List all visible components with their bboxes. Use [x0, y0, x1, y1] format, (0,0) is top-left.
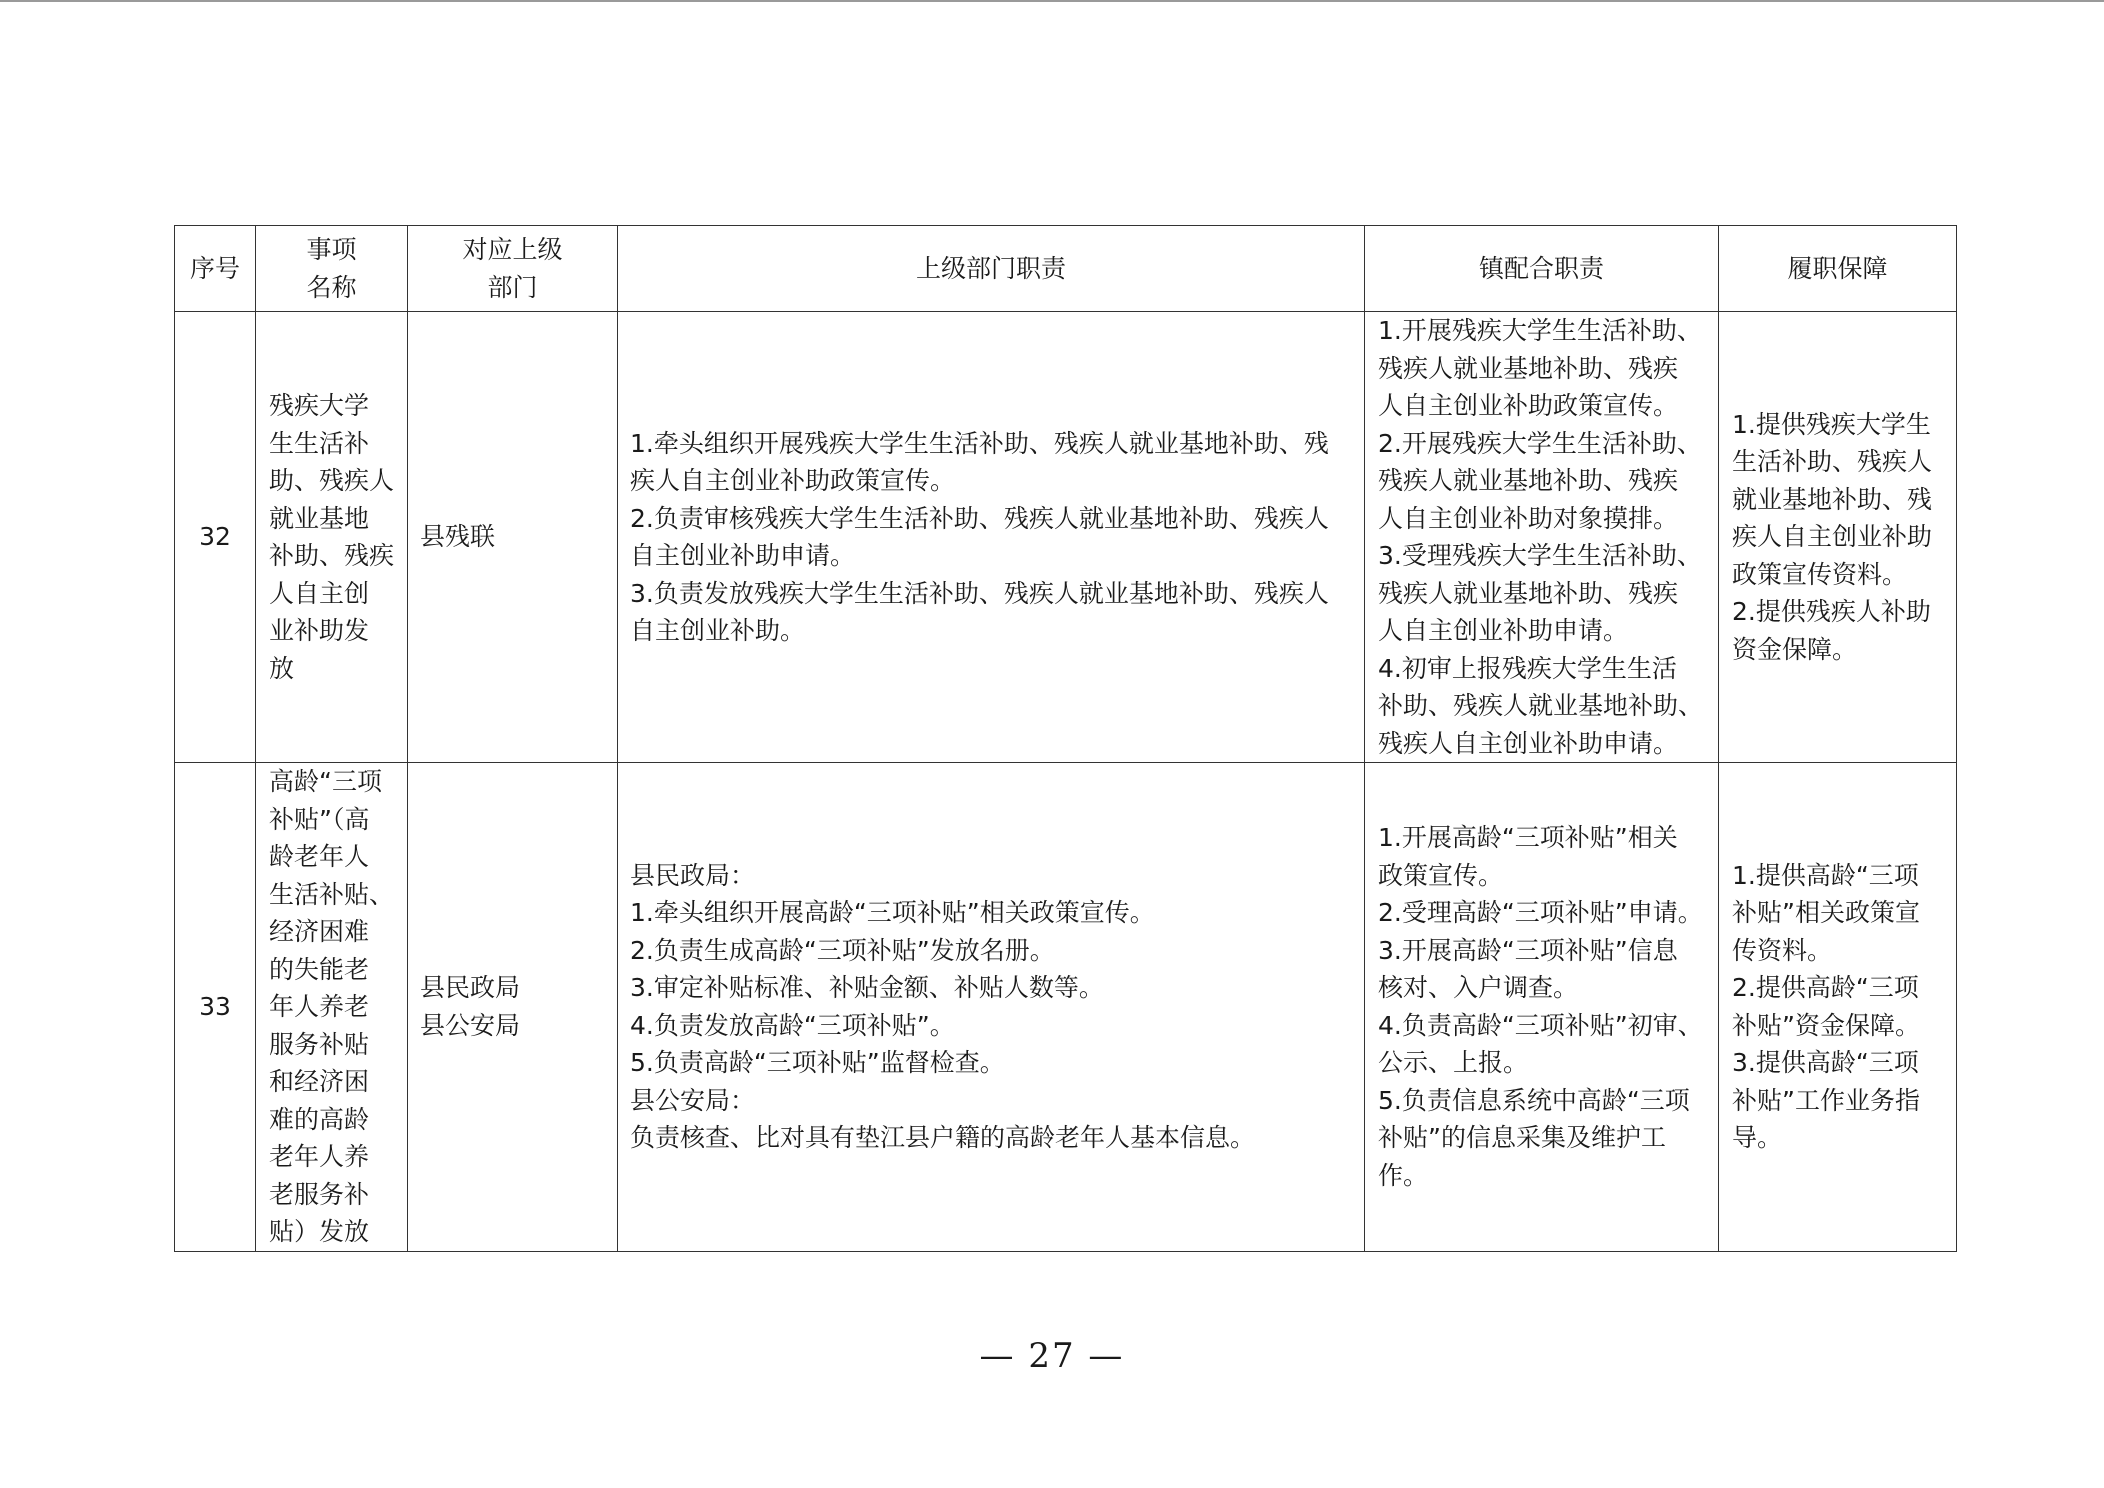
cell-line: 3.开展高龄“三项补贴”信息 [1378, 935, 1678, 965]
guarantee-cell [1719, 763, 1957, 1252]
cell-line: 1.提供高龄“三项 [1732, 860, 1919, 890]
guarantee-cell [1719, 312, 1957, 763]
cell-line: 补贴”（高 [269, 804, 370, 834]
cell-line: 补贴”相关政策宣 [1732, 898, 1920, 928]
cell-line: 4.负责高龄“三项补贴”初审、 [1378, 1010, 1703, 1040]
cell-line: 人自主创业补助政策宣传。 [1378, 391, 1679, 420]
cell-line: 3.审定补贴标准、补贴金额、补贴人数等。 [630, 973, 1104, 1003]
cell-line: 疾人自主创业补助 [1732, 522, 1933, 552]
cell-line: 服务补贴 [269, 1029, 370, 1059]
cell-line: 1.开展高龄“三项补贴”相关 [1378, 823, 1678, 853]
cell-line: 难的高龄 [269, 1104, 370, 1134]
superior-duties-cell [618, 312, 1365, 763]
row-number: 32 [175, 312, 256, 763]
cell-line: 年人养老 [269, 992, 370, 1021]
table-row [175, 312, 1957, 763]
cell-line: 3.提供高龄“三项 [1732, 1048, 1919, 1078]
header-superior-dept [408, 226, 618, 312]
cell-line: 2.开展残疾大学生生活补助、 [1378, 428, 1702, 458]
cell-line: 导。 [1732, 1123, 1783, 1153]
duties-table [174, 225, 1957, 1252]
header-town-duties: 镇配合职责 [1365, 226, 1719, 312]
header-item-name-line: 名称 [306, 272, 357, 302]
cell-line: 补贴”的信息采集及维护工 [1378, 1123, 1666, 1153]
cell-line: 人自主创业补助申请。 [1378, 616, 1629, 645]
cell-line: 县民政局： [630, 860, 756, 890]
cell-line: 生生活补 [269, 428, 370, 458]
cell-line: 经济困难 [269, 917, 370, 946]
cell-line: 作。 [1378, 1160, 1429, 1190]
header-superior-dept-line: 部门 [487, 272, 538, 302]
header-guarantee: 履职保障 [1719, 226, 1957, 312]
cell-line: 县残联 [420, 522, 496, 552]
table-header-row [175, 226, 1957, 312]
cell-line: 县民政局 [420, 973, 521, 1003]
cell-line: 1.提供残疾大学生 [1732, 409, 1931, 439]
cell-line: 残疾人就业基地补助、残疾 [1378, 353, 1679, 383]
cell-line: 补助、残疾人就业基地补助、 [1378, 691, 1704, 720]
cell-line: 3.受理残疾大学生生活补助、 [1378, 541, 1702, 570]
superior-dept-cell [408, 312, 618, 763]
cell-line: 政策宣传。 [1378, 860, 1504, 890]
header-item-name [256, 226, 408, 312]
cell-line: 政策宣传资料。 [1732, 559, 1908, 589]
cell-line: 的失能老 [269, 954, 370, 984]
cell-line: 5.负责信息系统中高龄“三项 [1378, 1085, 1690, 1115]
cell-line: 2.受理高龄“三项补贴”申请。 [1378, 898, 1703, 928]
cell-line: 就业基地补助、残 [1732, 484, 1933, 514]
cell-line: 传资料。 [1732, 935, 1833, 965]
superior-duties-cell [618, 763, 1365, 1252]
cell-line: 2.负责生成高龄“三项补贴”发放名册。 [630, 935, 1055, 965]
cell-line: 贴）发放 [269, 1217, 370, 1246]
cell-line: 4.负责发放高龄“三项补贴”。 [630, 1010, 955, 1040]
cell-line: 就业基地 [269, 503, 370, 533]
cell-line: 县公安局： [630, 1085, 756, 1115]
page-number: — 27 — [979, 1336, 1125, 1376]
cell-line: 疾人自主创业补助政策宣传。 [630, 466, 956, 495]
cell-line: 资金保障。 [1732, 634, 1858, 664]
town-duties-cell [1365, 763, 1719, 1252]
cell-line: 自主创业补助。 [630, 616, 806, 645]
row-number: 33 [175, 763, 256, 1252]
cell-line: 补助、残疾 [269, 541, 395, 570]
cell-line: 补贴”工作业务指 [1732, 1085, 1920, 1115]
cell-line: 自主创业补助申请。 [630, 541, 856, 570]
cell-line: 补贴”资金保障。 [1732, 1010, 1920, 1040]
cell-line: 残疾人就业基地补助、残疾 [1378, 466, 1679, 495]
cell-line: 龄老年人 [269, 842, 370, 871]
header-no: 序号 [175, 226, 256, 312]
cell-line: 放 [269, 653, 295, 683]
cell-line: 1.开展残疾大学生生活补助、 [1378, 316, 1702, 345]
cell-line: 人自主创业补助对象摸排。 [1378, 503, 1679, 533]
cell-line: 5.负责高龄“三项补贴”监督检查。 [630, 1048, 1005, 1078]
cell-line: 2.负责审核残疾大学生生活补助、残疾人就业基地补助、残疾人 [630, 503, 1329, 533]
table-row [175, 763, 1957, 1252]
superior-dept-cell [408, 763, 618, 1252]
cell-line: 老年人养 [269, 1142, 370, 1171]
cell-line: 残疾大学 [269, 391, 370, 420]
cell-line: 1.牵头组织开展高龄“三项补贴”相关政策宣传。 [630, 898, 1155, 928]
cell-line: 核对、入户调查。 [1378, 973, 1579, 1003]
cell-line: 业补助发 [269, 616, 370, 645]
item-name-cell [256, 763, 408, 1252]
cell-line: 人自主创 [269, 578, 370, 608]
top-border-line [0, 0, 2104, 2]
cell-line: 老服务补 [269, 1179, 370, 1209]
town-duties-cell [1365, 312, 1719, 763]
header-item-name-line: 事项 [306, 235, 357, 264]
header-superior-duties: 上级部门职责 [618, 226, 1365, 312]
cell-line: 县公安局 [420, 1010, 521, 1040]
cell-line: 3.负责发放残疾大学生生活补助、残疾人就业基地补助、残疾人 [630, 578, 1329, 608]
header-superior-dept-line: 对应上级 [462, 235, 563, 264]
cell-line: 4.初审上报残疾大学生生活 [1378, 653, 1677, 683]
item-name-cell [256, 312, 408, 763]
cell-line: 2.提供高龄“三项 [1732, 973, 1919, 1003]
cell-line: 残疾人自主创业补助申请。 [1378, 728, 1679, 758]
cell-line: 高龄“三项 [269, 767, 382, 796]
cell-line: 2.提供残疾人补助 [1732, 597, 1931, 627]
cell-line: 负责核查、比对具有垫江县户籍的高龄老年人基本信息。 [630, 1123, 1256, 1153]
cell-line: 1.牵头组织开展残疾大学生生活补助、残疾人就业基地补助、残 [630, 428, 1329, 458]
cell-line: 生活补助、残疾人 [1732, 447, 1933, 477]
cell-line: 生活补贴、 [269, 879, 395, 909]
cell-line: 助、残疾人 [269, 466, 395, 495]
cell-line: 和经济困 [269, 1067, 370, 1096]
cell-line: 残疾人就业基地补助、残疾 [1378, 578, 1679, 608]
cell-line: 公示、上报。 [1378, 1048, 1529, 1078]
